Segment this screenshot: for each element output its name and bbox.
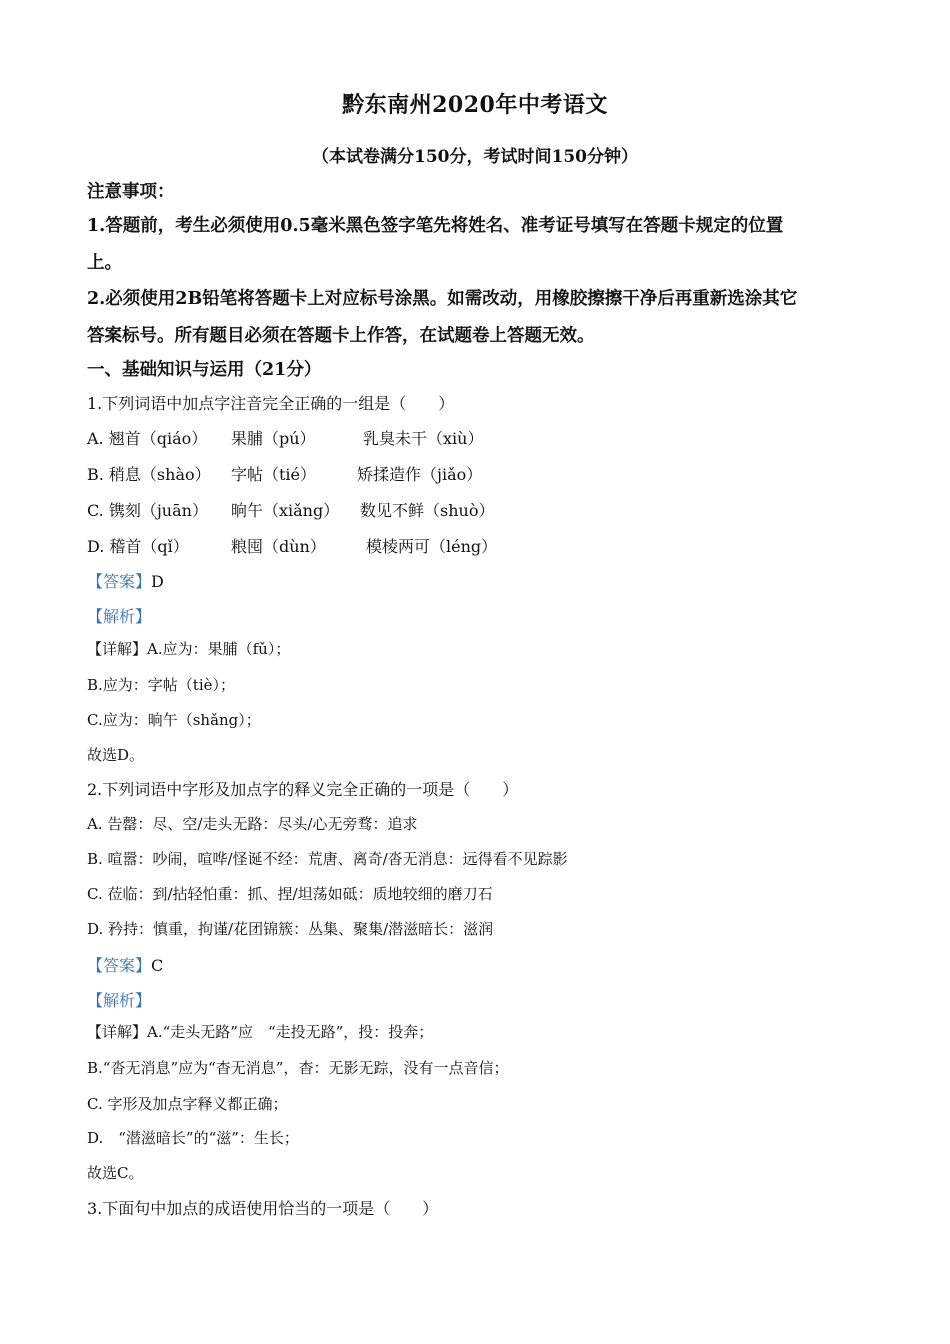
q1-conclusion: 故选D。 — [87, 746, 145, 764]
q2-detail-3: C. 字形及加点字释义都正确； — [87, 1095, 288, 1113]
notice-heading: 注意事项： — [87, 182, 175, 202]
option-text: A. 翘首（qiáo） — [87, 429, 208, 448]
detail-text: A.应为：果脯（fǔ）； — [147, 640, 291, 658]
answer-value: D — [151, 572, 164, 591]
notice-item-1: 1.答题前，考生必须使用0.5毫米黑色签字笔先将姓名、准考证号填写在答题卡规定的位置 — [87, 216, 784, 236]
answer-value: C — [151, 956, 164, 975]
notice-item-2: 2.必须使用2B铅笔将答题卡上对应标号涂黑。如需改动，用橡胶擦擦干净后再重新选涂其它 — [87, 289, 798, 309]
section-heading: 一、基础知识与运用（21分） — [87, 360, 322, 380]
page-title: 黔东南州2020年中考语文 — [342, 92, 608, 118]
q1-option-c-word2: 晌午（xiǎng） — [231, 501, 340, 520]
q1-option-a-word2: 果脯（pú） — [231, 429, 316, 448]
q1-answer — [87, 569, 164, 592]
q1-detail-1 — [87, 638, 290, 659]
detail-tag: 【详解】 — [87, 640, 148, 658]
q1-option-a-word3: 乳臭未干（xiù） — [363, 429, 484, 448]
q2-answer — [87, 953, 163, 976]
q2-detail-4: D. “潜滋暗长”的“滋”：生长； — [87, 1129, 299, 1147]
q1-option-b-word2: 字帖（tié） — [231, 465, 317, 484]
q1-option-d-word3: 模棱两可（léng） — [366, 537, 498, 556]
q1-option-c-word3: 数见不鲜（shuò） — [360, 501, 495, 520]
q1-option-d-word2: 粮囤（dùn） — [231, 537, 326, 556]
notice-item-1-cont: 上。 — [87, 253, 122, 273]
q2-stem: 2.下列词语中字形及加点字的释义完全正确的一项是（ ） — [87, 780, 519, 799]
q1-detail-3: C.应为：晌午（shǎng）； — [87, 711, 261, 729]
q1-stem: 1.下列词语中加点字注音完全正确的一组是（ ） — [87, 394, 455, 413]
notice-item-2-cont: 答案标号。所有题目必须在答题卡上作答，在试题卷上答题无效。 — [87, 326, 595, 346]
q2-conclusion: 故选C。 — [87, 1164, 144, 1182]
q2-analysis-tag: 【解析】 — [87, 991, 152, 1010]
q3-stem: 3.下面句中加点的成语使用恰当的一项是（ ） — [87, 1199, 439, 1218]
q1-option-c: C. 镌刻（juān） — [87, 501, 208, 520]
q2-option-c: C. 莅临：到/拈轻怕重：抓、捏/坦荡如砥：质地较细的磨刀石 — [87, 885, 493, 903]
q2-option-a: A. 告罄：尽、空/走头无路：尽头/心无旁骛：追求 — [87, 815, 418, 833]
q1-analysis-tag: 【解析】 — [87, 607, 152, 626]
page-subtitle: （本试卷满分150分，考试时间150分钟） — [312, 147, 638, 167]
q1-option-b: B. 稍息（shào） — [87, 465, 211, 484]
answer-tag: 【答案】 — [87, 572, 152, 591]
q2-option-b: B. 喧嚣：吵闹，喧哗/怪诞不经：荒唐、离奇/沓无消息：远得看不见踪影 — [87, 850, 568, 868]
q2-detail-1 — [87, 1021, 433, 1042]
detail-tag: 【详解】 — [87, 1023, 148, 1041]
q1-option-a — [87, 426, 207, 449]
q1-detail-2: B.应为：字帖（tiè）； — [87, 676, 235, 694]
q2-option-d: D. 矜持：慎重，拘谨/花团锦簇：丛集、聚集/潜滋暗长：滋润 — [87, 920, 494, 938]
q2-detail-2: B.“沓无消息”应为“杳无消息”，杳：无影无踪，没有一点音信； — [87, 1059, 509, 1077]
answer-tag: 【答案】 — [87, 956, 152, 975]
q1-option-d: D. 稽首（qǐ） — [87, 537, 189, 556]
detail-text: A.“走头无路”应 “走投无路”，投：投奔； — [147, 1023, 434, 1041]
q1-option-b-word3: 矫揉造作（jiǎo） — [357, 465, 483, 484]
